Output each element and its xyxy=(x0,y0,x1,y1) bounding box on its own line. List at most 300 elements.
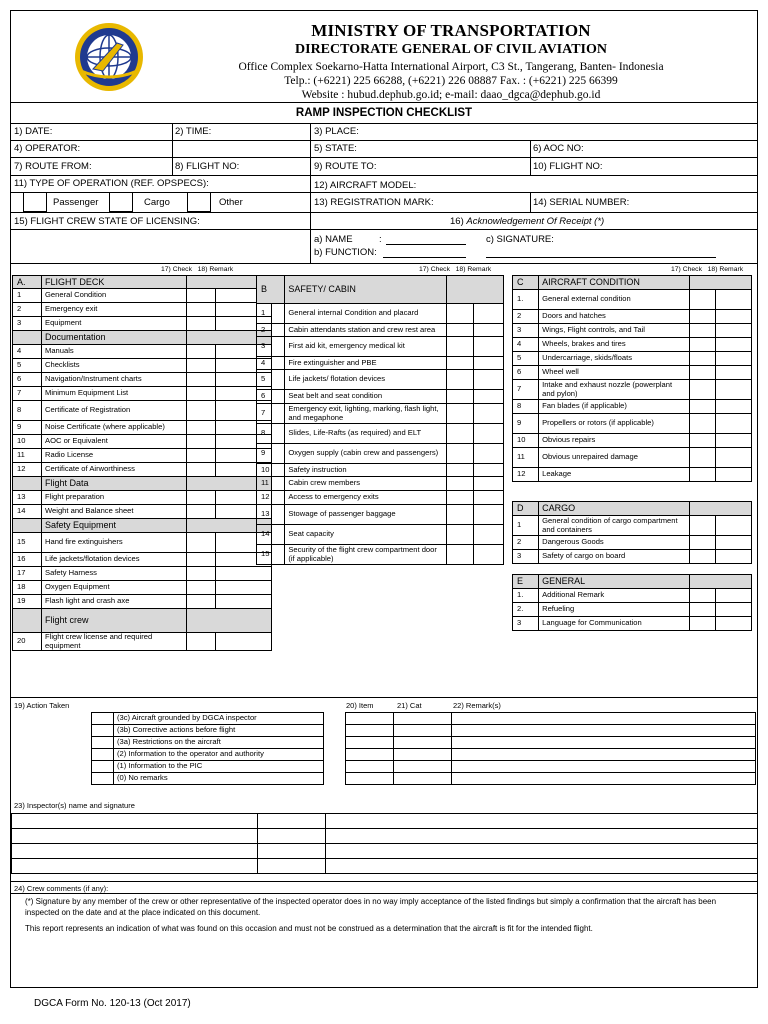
remark-cell[interactable] xyxy=(473,477,503,491)
check-cell[interactable] xyxy=(447,424,473,444)
check-cell[interactable] xyxy=(689,400,715,414)
row-number: 13 xyxy=(257,505,285,525)
form-number: DGCA Form No. 120-13 (Oct 2017) xyxy=(34,998,191,1009)
inspector-name-cell[interactable] xyxy=(12,814,258,829)
section-letter: D xyxy=(513,502,539,516)
inspector-label: 23) Inspector(s) name and signature xyxy=(14,801,135,810)
list-item xyxy=(513,352,752,366)
remark-cell[interactable] xyxy=(715,324,751,338)
remark-cell[interactable] xyxy=(715,366,751,380)
remark-cell[interactable] xyxy=(715,352,751,366)
row-label: Flight crew xyxy=(42,609,187,633)
check-cell[interactable] xyxy=(447,337,473,357)
row-label: General condition of cargo compartment and containers xyxy=(539,516,690,536)
check-cell[interactable] xyxy=(689,276,715,290)
row-label: Flight Data xyxy=(42,477,187,491)
action-checkbox[interactable] xyxy=(92,761,114,773)
check-cell[interactable] xyxy=(187,345,216,359)
row-label: Obvious repairs xyxy=(539,434,690,448)
row-number: 8 xyxy=(257,424,285,444)
row-number: 5 xyxy=(257,370,285,390)
row-label: Stowage of passenger baggage xyxy=(285,505,447,525)
row-number: 1 xyxy=(13,289,42,303)
row-label: Flight crew license and required equipment xyxy=(42,633,187,651)
remark-cell[interactable] xyxy=(715,434,751,448)
state-label: 5) STATE: xyxy=(314,143,357,154)
action-checkbox[interactable] xyxy=(92,749,114,761)
remark-cell[interactable] xyxy=(473,324,503,337)
crew-comments-label: 24) Crew comments (if any): xyxy=(14,884,109,893)
check-cell[interactable] xyxy=(187,633,216,651)
ack-function-label: b) FUNCTION: xyxy=(314,247,377,258)
check-cell[interactable] xyxy=(187,303,216,317)
row-number: 3 xyxy=(513,550,539,564)
check-cell[interactable] xyxy=(689,310,715,324)
remark-cell[interactable] xyxy=(216,581,272,595)
section-header xyxy=(13,276,272,289)
remark-cell[interactable] xyxy=(473,304,503,324)
row-label: Language for Communication xyxy=(539,617,690,631)
type-of-operation-label: 11) TYPE OF OPERATION (REF. OPSPECS): xyxy=(14,178,209,189)
list-item xyxy=(13,463,272,477)
row-label: Obvious unrepaired damage xyxy=(539,448,690,468)
subsection-header xyxy=(13,519,272,533)
remark-cell[interactable] xyxy=(452,773,756,785)
row-label: Safety Equipment xyxy=(42,519,187,533)
row-number: 14 xyxy=(257,525,285,545)
finding-row[interactable] xyxy=(346,749,756,761)
cat-cell[interactable] xyxy=(394,725,452,737)
action-option[interactable] xyxy=(92,737,324,749)
row-label: Equipment xyxy=(42,317,187,331)
check-cell[interactable] xyxy=(447,357,473,370)
list-item xyxy=(513,290,752,310)
remark-cell[interactable] xyxy=(715,290,751,310)
check-cell[interactable] xyxy=(447,304,473,324)
check-cell[interactable] xyxy=(689,575,715,589)
check-cell[interactable] xyxy=(689,324,715,338)
list-item xyxy=(13,533,272,553)
remark-cell[interactable] xyxy=(715,400,751,414)
row-number: 11 xyxy=(257,477,285,491)
remark-cell[interactable] xyxy=(452,749,756,761)
remark-cell[interactable] xyxy=(473,424,503,444)
row-number: 7 xyxy=(257,404,285,424)
inspector-id-cell[interactable] xyxy=(258,859,326,874)
check-cell[interactable] xyxy=(447,390,473,404)
check-header-c: 17) Check 18) Remark xyxy=(671,266,744,273)
row-number: 9 xyxy=(513,414,539,434)
check-header-a: 17) Check 18) Remark xyxy=(161,266,234,273)
remark-cell[interactable] xyxy=(473,404,503,424)
check-cell[interactable] xyxy=(689,536,715,550)
row-label: Undercarriage, skids/floats xyxy=(539,352,690,366)
remark-cell[interactable] xyxy=(216,595,272,609)
flight-no-10-label: 10) FLIGHT NO: xyxy=(533,161,603,172)
other-checkbox[interactable] xyxy=(187,192,211,212)
action-checkbox[interactable] xyxy=(92,713,114,725)
form-title: RAMP INSPECTION CHECKLIST xyxy=(295,107,473,119)
list-item xyxy=(513,550,752,564)
row-number: 13 xyxy=(13,491,42,505)
row-number: 1 xyxy=(513,516,539,536)
row-label: Additional Remark xyxy=(539,589,690,603)
finding-row[interactable] xyxy=(346,725,756,737)
inspector-row[interactable] xyxy=(12,859,758,874)
remark-cell[interactable] xyxy=(715,516,751,536)
check-cell[interactable] xyxy=(689,589,715,603)
check-cell[interactable] xyxy=(689,603,715,617)
check-cell[interactable] xyxy=(187,553,216,567)
action-checkbox[interactable] xyxy=(92,773,114,785)
list-item xyxy=(513,324,752,338)
check-cell[interactable] xyxy=(689,290,715,310)
section-title: FLIGHT DECK xyxy=(42,276,187,289)
row-number: 10 xyxy=(513,434,539,448)
row-number: 8 xyxy=(13,401,42,421)
safety-cabin-table xyxy=(256,275,504,565)
remark-cell[interactable] xyxy=(715,603,751,617)
remark-cell[interactable] xyxy=(715,310,751,324)
list-item xyxy=(13,435,272,449)
check-cell[interactable] xyxy=(187,317,216,331)
inspector-table xyxy=(11,813,758,874)
check-cell[interactable] xyxy=(689,550,715,564)
finding-row[interactable] xyxy=(346,761,756,773)
row-number: 3 xyxy=(13,317,42,331)
row-label: Wheels, brakes and tires xyxy=(539,338,690,352)
remark-cell[interactable] xyxy=(715,338,751,352)
row-number: 11 xyxy=(13,449,42,463)
remark-cell[interactable] xyxy=(452,725,756,737)
section-header xyxy=(257,276,504,304)
cat-cell[interactable] xyxy=(394,773,452,785)
finding-row[interactable] xyxy=(346,737,756,749)
section-letter: E xyxy=(513,575,539,589)
item-label: 20) Item xyxy=(346,701,374,710)
check-cell[interactable] xyxy=(447,464,473,477)
remark-cell[interactable] xyxy=(473,444,503,464)
list-item xyxy=(257,337,504,357)
check-cell[interactable] xyxy=(689,366,715,380)
list-item xyxy=(13,491,272,505)
time-label: 2) TIME: xyxy=(175,126,212,137)
check-cell[interactable] xyxy=(447,525,473,545)
passenger-label: Passenger xyxy=(53,197,99,208)
remark-cell[interactable] xyxy=(473,276,503,304)
row-number: 14 xyxy=(13,505,42,519)
list-item xyxy=(513,603,752,617)
address-line: Office Complex Soekarno-Hatta International Airport, C3 St., Tangerang, Banten- Indonesia xyxy=(238,61,664,73)
list-item xyxy=(513,366,752,380)
row-label: Weight and Balance sheet xyxy=(42,505,187,519)
list-item xyxy=(257,444,504,464)
subsection-header xyxy=(13,609,272,633)
list-item xyxy=(13,581,272,595)
item-cell[interactable] xyxy=(346,773,394,785)
row-label: General Condition xyxy=(42,289,187,303)
list-item xyxy=(13,387,272,401)
row-number xyxy=(13,609,42,633)
crew-state-label: 15) FLIGHT CREW STATE OF LICENSING: xyxy=(14,216,200,227)
place-label: 3) PLACE: xyxy=(314,126,359,137)
remark-cell[interactable] xyxy=(715,550,751,564)
serial-number-label: 14) SERIAL NUMBER: xyxy=(533,197,630,208)
inspector-signature-cell[interactable] xyxy=(326,814,758,829)
check-cell[interactable] xyxy=(187,276,216,289)
cat-label: 21) Cat xyxy=(397,701,422,710)
check-cell[interactable] xyxy=(689,516,715,536)
check-cell[interactable] xyxy=(447,404,473,424)
row-label: Life jackets/ flotation devices xyxy=(285,370,447,390)
directorate-title: DIRECTORATE GENERAL OF CIVIL AVIATION xyxy=(295,42,607,57)
row-label: Doors and hatches xyxy=(539,310,690,324)
inspector-signature-cell[interactable] xyxy=(326,859,758,874)
row-number: 6 xyxy=(257,390,285,404)
remark-cell[interactable] xyxy=(452,737,756,749)
inspector-name-cell[interactable] xyxy=(12,859,258,874)
inspector-row[interactable] xyxy=(12,814,758,829)
remarks-label: 22) Remark(s) xyxy=(453,701,501,710)
row-label: Hand fire extinguishers xyxy=(42,533,187,553)
section-title: GENERAL xyxy=(539,575,690,589)
check-cell[interactable] xyxy=(447,505,473,525)
row-label: Propellers or rotors (if applicable) xyxy=(539,414,690,434)
action-taken-table xyxy=(91,712,324,785)
row-number: 5 xyxy=(513,352,539,366)
remark-cell[interactable] xyxy=(473,390,503,404)
remark-cell[interactable] xyxy=(473,464,503,477)
row-number: 9 xyxy=(257,444,285,464)
check-header-b: 17) Check 18) Remark xyxy=(419,266,492,273)
action-option[interactable] xyxy=(92,773,324,785)
item-cell[interactable] xyxy=(346,713,394,725)
remark-cell[interactable] xyxy=(473,337,503,357)
route-from-label: 7) ROUTE FROM: xyxy=(14,161,92,172)
check-cell[interactable] xyxy=(447,276,473,304)
item-cell[interactable] xyxy=(346,749,394,761)
check-cell[interactable] xyxy=(187,401,216,421)
remark-cell[interactable] xyxy=(473,370,503,390)
passenger-checkbox[interactable] xyxy=(23,192,47,212)
check-cell[interactable] xyxy=(689,338,715,352)
check-cell[interactable] xyxy=(689,380,715,400)
inspector-id-cell[interactable] xyxy=(258,844,326,859)
operator-label: 4) OPERATOR: xyxy=(14,143,81,154)
check-cell[interactable] xyxy=(187,463,216,477)
row-number: 6 xyxy=(513,366,539,380)
inspector-signature-cell[interactable] xyxy=(326,829,758,844)
remark-cell[interactable] xyxy=(715,380,751,400)
remark-cell[interactable] xyxy=(715,276,751,290)
check-cell[interactable] xyxy=(187,289,216,303)
check-cell[interactable] xyxy=(187,421,216,435)
action-option[interactable] xyxy=(92,749,324,761)
remark-cell[interactable] xyxy=(715,617,751,631)
remark-cell[interactable] xyxy=(473,525,503,545)
remark-cell[interactable] xyxy=(452,713,756,725)
remark-cell[interactable] xyxy=(216,609,272,633)
check-cell[interactable] xyxy=(447,491,473,505)
report-note: This report represents an indication of what was found on this occasion and must not be construed as a determination that the aircraft is fit for the intended flight. xyxy=(25,924,593,933)
check-cell[interactable] xyxy=(447,370,473,390)
contact-block xyxy=(151,60,751,102)
row-label: Minimum Equipment List xyxy=(42,387,187,401)
remark-cell[interactable] xyxy=(715,575,751,589)
row-label: Navigation/Instrument charts xyxy=(42,373,187,387)
list-item xyxy=(513,617,752,631)
row-label: Documentation xyxy=(42,331,187,345)
row-label: Leakage xyxy=(539,468,690,482)
inspector-name-cell[interactable] xyxy=(12,829,258,844)
check-cell[interactable] xyxy=(187,567,216,581)
cat-cell[interactable] xyxy=(394,761,452,773)
check-cell[interactable] xyxy=(187,533,216,553)
remark-cell[interactable] xyxy=(715,502,751,516)
ack-signature-label: c) SIGNATURE: xyxy=(486,234,554,245)
inspector-row[interactable] xyxy=(12,829,758,844)
row-number: 2 xyxy=(13,303,42,317)
list-item xyxy=(513,400,752,414)
list-item xyxy=(13,595,272,609)
check-cell[interactable] xyxy=(447,324,473,337)
row-number: 2 xyxy=(513,536,539,550)
check-cell[interactable] xyxy=(187,519,216,533)
list-item xyxy=(513,338,752,352)
section-title: SAFETY/ CABIN xyxy=(285,276,447,304)
inspector-signature-cell[interactable] xyxy=(326,844,758,859)
action-checkbox[interactable] xyxy=(92,737,114,749)
list-item xyxy=(257,357,504,370)
check-cell[interactable] xyxy=(187,477,216,491)
list-item xyxy=(257,464,504,477)
list-item xyxy=(257,477,504,491)
row-label: Life jackets/flotation devices xyxy=(42,553,187,567)
remark-cell[interactable] xyxy=(715,536,751,550)
aoc-no-label: 6) AOC NO: xyxy=(533,143,584,154)
row-label: Access to emergency exits xyxy=(285,491,447,505)
remark-cell[interactable] xyxy=(473,491,503,505)
list-item xyxy=(257,370,504,390)
item-cell[interactable] xyxy=(346,761,394,773)
item-cell[interactable] xyxy=(346,725,394,737)
check-cell[interactable] xyxy=(187,435,216,449)
row-label: Radio License xyxy=(42,449,187,463)
finding-row[interactable] xyxy=(346,713,756,725)
inspector-id-cell[interactable] xyxy=(258,814,326,829)
list-item xyxy=(513,310,752,324)
check-cell[interactable] xyxy=(187,373,216,387)
remark-cell[interactable] xyxy=(715,414,751,434)
check-cell[interactable] xyxy=(689,352,715,366)
remark-cell[interactable] xyxy=(715,589,751,603)
cargo-checkbox[interactable] xyxy=(109,192,133,212)
row-number: 3 xyxy=(513,324,539,338)
inspector-id-cell[interactable] xyxy=(258,829,326,844)
check-cell[interactable] xyxy=(689,502,715,516)
cat-cell[interactable] xyxy=(394,737,452,749)
action-checkbox[interactable] xyxy=(92,725,114,737)
registration-mark-label: 13) REGISTRATION MARK: xyxy=(314,197,434,208)
finding-row[interactable] xyxy=(346,773,756,785)
row-label: Slides, Life-Rafts (as required) and ELT xyxy=(285,424,447,444)
list-item xyxy=(13,505,272,519)
action-option-label: (0) No remarks xyxy=(114,773,324,785)
action-option[interactable] xyxy=(92,725,324,737)
check-cell[interactable] xyxy=(187,491,216,505)
action-option[interactable] xyxy=(92,713,324,725)
list-item xyxy=(13,421,272,435)
list-item xyxy=(13,373,272,387)
list-item xyxy=(13,289,272,303)
remark-cell[interactable] xyxy=(216,567,272,581)
list-item xyxy=(13,633,272,651)
action-option-label: (1) Information to the PIC xyxy=(114,761,324,773)
row-number: 3 xyxy=(257,337,285,357)
row-label: Safety Harness xyxy=(42,567,187,581)
section-title: AIRCRAFT CONDITION xyxy=(539,276,690,290)
check-cell[interactable] xyxy=(689,434,715,448)
item-cell[interactable] xyxy=(346,737,394,749)
check-cell[interactable] xyxy=(187,449,216,463)
action-option[interactable] xyxy=(92,761,324,773)
remark-cell[interactable] xyxy=(473,357,503,370)
check-cell[interactable] xyxy=(187,581,216,595)
check-cell[interactable] xyxy=(187,359,216,373)
action-taken-label: 19) Action Taken xyxy=(14,701,70,710)
check-cell[interactable] xyxy=(689,468,715,482)
remark-cell[interactable] xyxy=(715,448,751,468)
row-number: 6 xyxy=(13,373,42,387)
letterhead xyxy=(11,11,757,103)
cat-cell[interactable] xyxy=(394,713,452,725)
check-cell[interactable] xyxy=(689,414,715,434)
row-number: 12 xyxy=(13,463,42,477)
check-cell[interactable] xyxy=(187,609,216,633)
check-cell[interactable] xyxy=(187,595,216,609)
date-label: 1) DATE: xyxy=(14,126,53,137)
cat-cell[interactable] xyxy=(394,749,452,761)
remark-cell[interactable] xyxy=(452,761,756,773)
row-label: Noise Certificate (where applicable) xyxy=(42,421,187,435)
inspector-name-cell[interactable] xyxy=(12,844,258,859)
list-item xyxy=(513,380,752,400)
flight-no-8-label: 8) FLIGHT NO: xyxy=(175,161,240,172)
list-item xyxy=(13,345,272,359)
row-label: General external condition xyxy=(539,290,690,310)
check-cell[interactable] xyxy=(187,331,216,345)
list-item xyxy=(513,434,752,448)
check-cell[interactable] xyxy=(689,617,715,631)
list-item xyxy=(513,536,752,550)
row-number: 7 xyxy=(13,387,42,401)
check-cell[interactable] xyxy=(187,387,216,401)
row-number: 3 xyxy=(513,617,539,631)
check-cell[interactable] xyxy=(689,448,715,468)
remark-cell[interactable] xyxy=(715,468,751,482)
list-item xyxy=(13,359,272,373)
inspector-row[interactable] xyxy=(12,844,758,859)
signature-note: (*) Signature by any member of the crew or other representative of the inspected operator does in no way imply acceptance of the listed findings but simply a confirmation that the aircraft has been inspected on the date and at the place indicated on this document. xyxy=(25,897,717,917)
remark-cell[interactable] xyxy=(473,545,503,565)
check-cell[interactable] xyxy=(447,545,473,565)
remark-cell[interactable] xyxy=(473,505,503,525)
remark-cell[interactable] xyxy=(216,633,272,651)
check-cell[interactable] xyxy=(447,444,473,464)
check-cell[interactable] xyxy=(447,477,473,491)
row-number: 2 xyxy=(257,324,285,337)
check-cell[interactable] xyxy=(187,505,216,519)
